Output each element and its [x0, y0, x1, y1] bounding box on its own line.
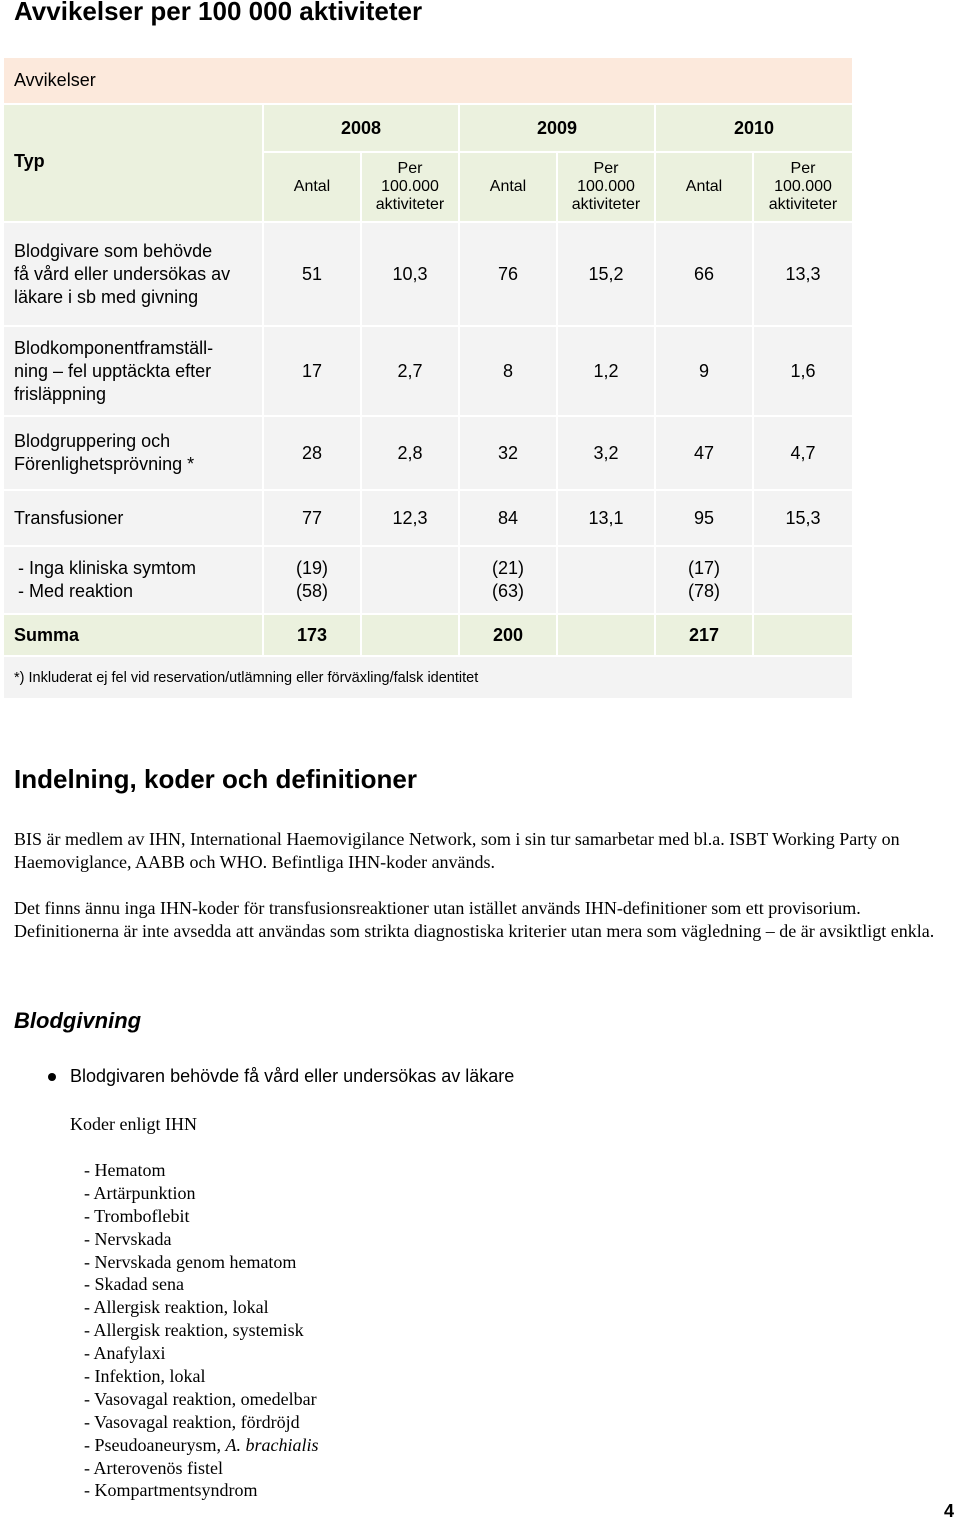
table-cell: 77	[264, 491, 360, 545]
table-cell-empty	[558, 547, 654, 613]
list-item: - Allergisk reaktion, lokal	[84, 1297, 269, 1318]
page-title: Avvikelser per 100 000 aktiviteter	[14, 0, 423, 26]
antal-header: Antal	[264, 153, 360, 221]
table-footnote: *) Inkluderat ej fel vid reservation/utlämning eller förväxling/falsk identitet	[4, 657, 852, 698]
table-cell: 15,2	[558, 223, 654, 325]
table-cell: 2,8	[362, 417, 458, 489]
table-caption: Avvikelser	[4, 58, 852, 103]
antal-header: Antal	[656, 153, 752, 221]
list-item: - Vasovagal reaktion, omedelbar	[84, 1388, 317, 1409]
table-cell-empty	[362, 547, 458, 613]
per-header: Per 100.000 aktiviteter	[754, 153, 852, 221]
table-cell: (19) (58)	[264, 547, 360, 613]
summa-cell: 173	[264, 615, 360, 655]
table-cell: 32	[460, 417, 556, 489]
table-cell: (17) (78)	[656, 547, 752, 613]
list-item: - Anafylaxi	[84, 1343, 166, 1364]
table-cell: 13,1	[558, 491, 654, 545]
list-item: - Hematom	[84, 1160, 166, 1180]
section-heading: Indelning, koder och definitioner	[14, 764, 418, 794]
summa-label: Summa	[4, 615, 262, 655]
summa-cell: 217	[656, 615, 752, 655]
table-cell: 2,7	[362, 327, 458, 415]
per-header: Per 100.000 aktiviteter	[558, 153, 654, 221]
page-number: 4	[944, 1501, 955, 1521]
row-label: Blodgruppering och Förenlighetsprövning *	[4, 417, 262, 489]
table-cell: 51	[264, 223, 360, 325]
blodgivning-heading: Blodgivning	[14, 1008, 142, 1033]
year-2008-header: 2008	[264, 105, 458, 151]
bullet-icon	[48, 1073, 56, 1081]
table-cell: 15,3	[754, 491, 852, 545]
list-item: - Pseudoaneurysm, A. brachialis	[84, 1434, 319, 1455]
type-header: Typ	[4, 105, 262, 221]
paragraph: BIS är medlem av IHN, International Haemovigilance Network, som i sin tur samarbetar med bl.a. ISBT Working Party on Haemoviglance, AABB och WHO. Befintliga IHN-koder används.	[14, 829, 900, 872]
antal-header: Antal	[460, 153, 556, 221]
list-item: - Tromboflebit	[84, 1205, 190, 1226]
list-item: - Artärpunktion	[84, 1182, 196, 1203]
list-item: - Nervskada	[84, 1228, 172, 1249]
table-cell-empty	[362, 615, 458, 655]
table-cell: 8	[460, 327, 556, 415]
per-header: Per 100.000 aktiviteter	[362, 153, 458, 221]
table-cell: 13,3	[754, 223, 852, 325]
paragraph: Det finns ännu inga IHN-koder för transfusionsreaktioner utan istället används IHN-definitioner som ett provisorium. Definitionerna är inte avsedda att användas som strikta diagnostiska kriterier utan mera som vägledning – de är avsiktligt enkla.	[14, 898, 935, 941]
table-cell: 28	[264, 417, 360, 489]
year-2010-header: 2010	[656, 105, 852, 151]
bullet-text: Blodgivaren behövde få vård eller undersökas av läkare	[70, 1066, 515, 1086]
table-cell: 66	[656, 223, 752, 325]
code-list	[84, 1159, 318, 1502]
list-item: - Infektion, lokal	[84, 1366, 206, 1387]
codes-heading: Koder enligt IHN	[70, 1114, 197, 1134]
list-item: - Nervskada genom hematom	[84, 1251, 297, 1272]
table-cell: 10,3	[362, 223, 458, 325]
list-item: - Skadad sena	[84, 1274, 184, 1295]
row-label: Blodgivare som behövde få vård eller undersökas av läkare i sb med givning	[4, 223, 262, 325]
table-cell-empty	[558, 615, 654, 655]
list-item: - Allergisk reaktion, systemisk	[84, 1320, 304, 1341]
table-cell: (21) (63)	[460, 547, 556, 613]
table-cell: 84	[460, 491, 556, 545]
deviations-table	[4, 58, 852, 698]
list-item: - Arterovenös fistel	[84, 1457, 223, 1478]
table-cell: 1,6	[754, 327, 852, 415]
summa-cell: 200	[460, 615, 556, 655]
table-cell: 1,2	[558, 327, 654, 415]
table-cell: 9	[656, 327, 752, 415]
row-label: Transfusioner	[4, 491, 262, 545]
table-cell: 12,3	[362, 491, 458, 545]
table-cell: 4,7	[754, 417, 852, 489]
table-cell: 76	[460, 223, 556, 325]
table-cell: 3,2	[558, 417, 654, 489]
table-cell: 95	[656, 491, 752, 545]
list-item: - Vasovagal reaktion, fördröjd	[84, 1411, 300, 1432]
list-item: - Kompartmentsyndrom	[84, 1480, 258, 1501]
table-cell-empty	[754, 615, 852, 655]
row-label: Blodkomponentframställ- ning – fel upptäckta efter frisläppning	[4, 327, 262, 415]
year-2009-header: 2009	[460, 105, 654, 151]
table-cell: 47	[656, 417, 752, 489]
sub-row-labels: - Inga kliniska symtom - Med reaktion	[4, 547, 262, 613]
table-cell-empty	[754, 547, 852, 613]
table-cell: 17	[264, 327, 360, 415]
